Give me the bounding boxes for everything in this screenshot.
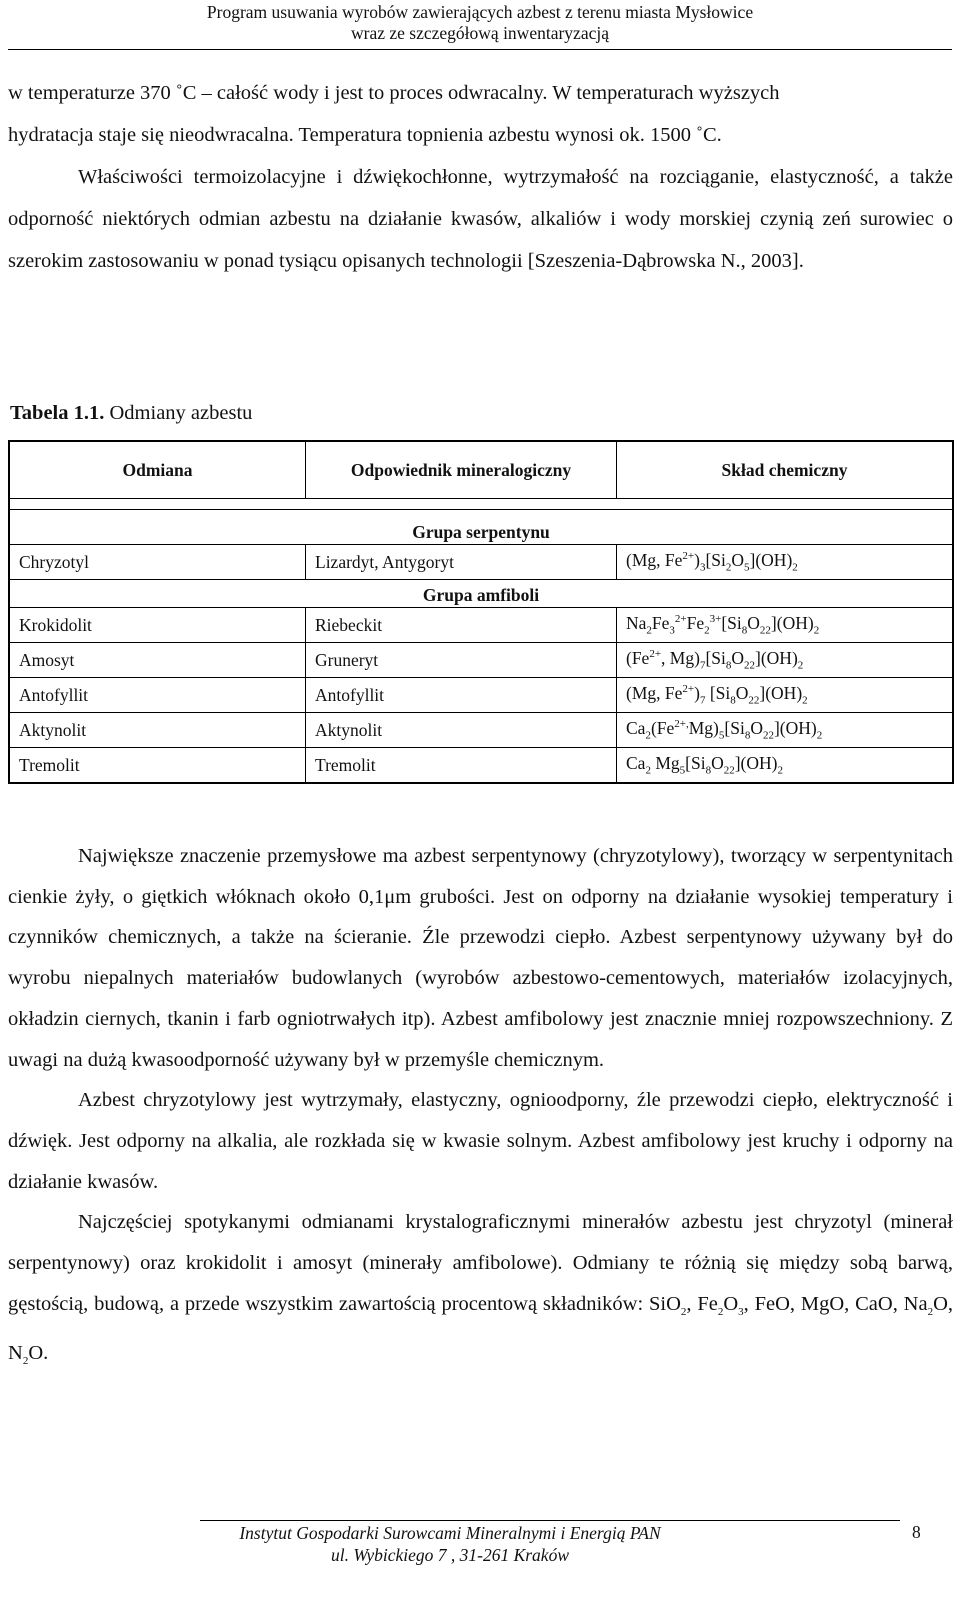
page-header bbox=[0, 0, 960, 44]
table-caption bbox=[10, 402, 252, 425]
intro-line-2: hydratacja staje się nieodwracalna. Temperatura topnienia azbestu wynosi ok. 1500 ˚C. bbox=[8, 124, 722, 146]
table-row bbox=[9, 678, 953, 713]
asbestus-table bbox=[8, 440, 954, 784]
body-paragraph-3: Najczęściej spotykanymi odmianami krystalograficznymi minerałów azbestu jest chryzotyl (minerał serpentynowy) oraz krokidolit i amosyt (minerały amfibolowe). Odmiany te różnią się między sobą barwą, gęstością, budową, a przede wszystkim zawartością procentową składników: SiO$_2$, $Fe_2O_3$, FeO, MgO, CaO, $Na_2O$, $N_2O$. bbox=[8, 1211, 953, 1367]
column-header: Odmiana bbox=[9, 441, 306, 499]
cell-odmiana: Chryzotyl bbox=[9, 545, 306, 580]
intro-paragraph: Właściwości termoizolacyjne i dźwiękochłonne, wytrzymałość na rozciąganie, elastyczność, a także odporność niektórych odmian azbestu na działanie kwasów, alkaliów i wody morskiej czynią zeń surowiec o szerokim zastosowaniu w ponad tysiącu opisanych technologii [Szeszenia-Dąbrowska N., 2003]. bbox=[8, 166, 953, 272]
body-paragraph-2: Azbest chryzotylowy jest wytrzymały, elastyczny, ognioodporny, źle przewodzi ciepło, elektryczność i dźwięk. Jest odporny na alkalia, ale rozkłada się w kwasie solnym. Azbest amfibolowy jest kruchy i odporny na działanie kwasów. bbox=[8, 1089, 953, 1193]
page-number: 8 bbox=[912, 1522, 921, 1542]
table-row bbox=[9, 643, 953, 678]
cell-odmiana: Antofyllit bbox=[9, 678, 306, 713]
cell-odpowiednik: Tremolit bbox=[306, 748, 617, 784]
group-row bbox=[9, 580, 953, 608]
column-header: Odpowiednik mineralogiczny bbox=[306, 441, 617, 499]
cell-odpowiednik: Lizardyt, Antygoryt bbox=[306, 545, 617, 580]
intro-text bbox=[8, 72, 953, 282]
cell-sklad: $Ca_2(Fe^{2+,}Mg)_5[Si_8O_{22}](OH)_2$ bbox=[617, 713, 954, 748]
body-paragraph-1: Największe znaczenie przemysłowe ma azbest serpentynowy (chryzotylowy), tworzący w serpentynitach cienkie żyły, o giętkich włóknach około 0,1μm grubości. Jest on odporny na działanie wysokiej temperatury i czynników chemicznych, a także na ścieranie. Źle przewodzi ciepło. Azbest serpentynowy używany był do wyrobu niepalnych materiałów budowlanych (wyrobów azbestowo-cementowych, materiałów izolacyjnych, okładzin ciernych, tkanin i farb ogniotrwałych itp). Azbest amfibolowy jest znacznie mniej rozpowszechniony. Z uwagi na dużą kwasoodporność używany był w przemyśle chemicznym. bbox=[8, 845, 953, 1071]
footer-divider bbox=[200, 1520, 900, 1521]
intro-line-1: w temperaturze 370 ˚C – całość wody i jest to proces odwracalny. W temperaturach wyższych bbox=[8, 82, 780, 104]
cell-odpowiednik: Antofyllit bbox=[306, 678, 617, 713]
cell-sklad: $Na_2Fe_3^{2+}Fe_2^{3+}[Si_8O_{22}](OH)_2$ bbox=[617, 608, 954, 643]
cell-odpowiednik: Gruneryt bbox=[306, 643, 617, 678]
header-divider bbox=[8, 49, 952, 50]
table-caption-text: Odmiany azbestu bbox=[104, 402, 253, 424]
page-footer bbox=[140, 1522, 760, 1566]
cell-odmiana: Tremolit bbox=[9, 748, 306, 784]
cell-odmiana: Aktynolit bbox=[9, 713, 306, 748]
table-row bbox=[9, 608, 953, 643]
table-row bbox=[9, 748, 953, 784]
group-label: Grupa amfiboli bbox=[9, 580, 953, 608]
header-title: Program usuwania wyrobów zawierających azbest z terenu miasta Mysłowice bbox=[206, 2, 754, 22]
table-spacer bbox=[9, 499, 953, 510]
cell-odmiana: Amosyt bbox=[9, 643, 306, 678]
cell-sklad: ($Fe^{2+}$, $Mg)_7[Si_8O_{22}](OH)_2$ bbox=[617, 643, 954, 678]
footer-institution: Instytut Gospodarki Surowcami Mineralnymi i Energią PAN bbox=[239, 1523, 661, 1543]
group-label: Grupa serpentynu bbox=[9, 510, 953, 545]
cell-odpowiednik: Riebeckit bbox=[306, 608, 617, 643]
table-caption-label: Tabela 1.1. bbox=[10, 402, 105, 424]
footer-address: ul. Wybickiego 7 , 31-261 Kraków bbox=[330, 1545, 569, 1565]
column-header: Skład chemiczny bbox=[617, 441, 954, 499]
table-row bbox=[9, 713, 953, 748]
cell-sklad: (Mg, $Fe^{2+})_7$ $[Si_8O_{22}](OH)_2$ bbox=[617, 678, 954, 713]
body-text bbox=[8, 836, 953, 1381]
cell-sklad: (Mg, $Fe^{2+})_3[Si_2O_5](OH)_2$ bbox=[617, 545, 954, 580]
group-row bbox=[9, 510, 953, 545]
header-subtitle: wraz ze szczegółową inwentaryzacją bbox=[351, 23, 609, 43]
table-row bbox=[9, 545, 953, 580]
cell-odmiana: Krokidolit bbox=[9, 608, 306, 643]
table-header-row bbox=[9, 441, 953, 499]
cell-odpowiednik: Aktynolit bbox=[306, 713, 617, 748]
cell-sklad: $Ca_2$ $Mg_5[Si_8O_{22}](OH)_2$ bbox=[617, 748, 954, 784]
